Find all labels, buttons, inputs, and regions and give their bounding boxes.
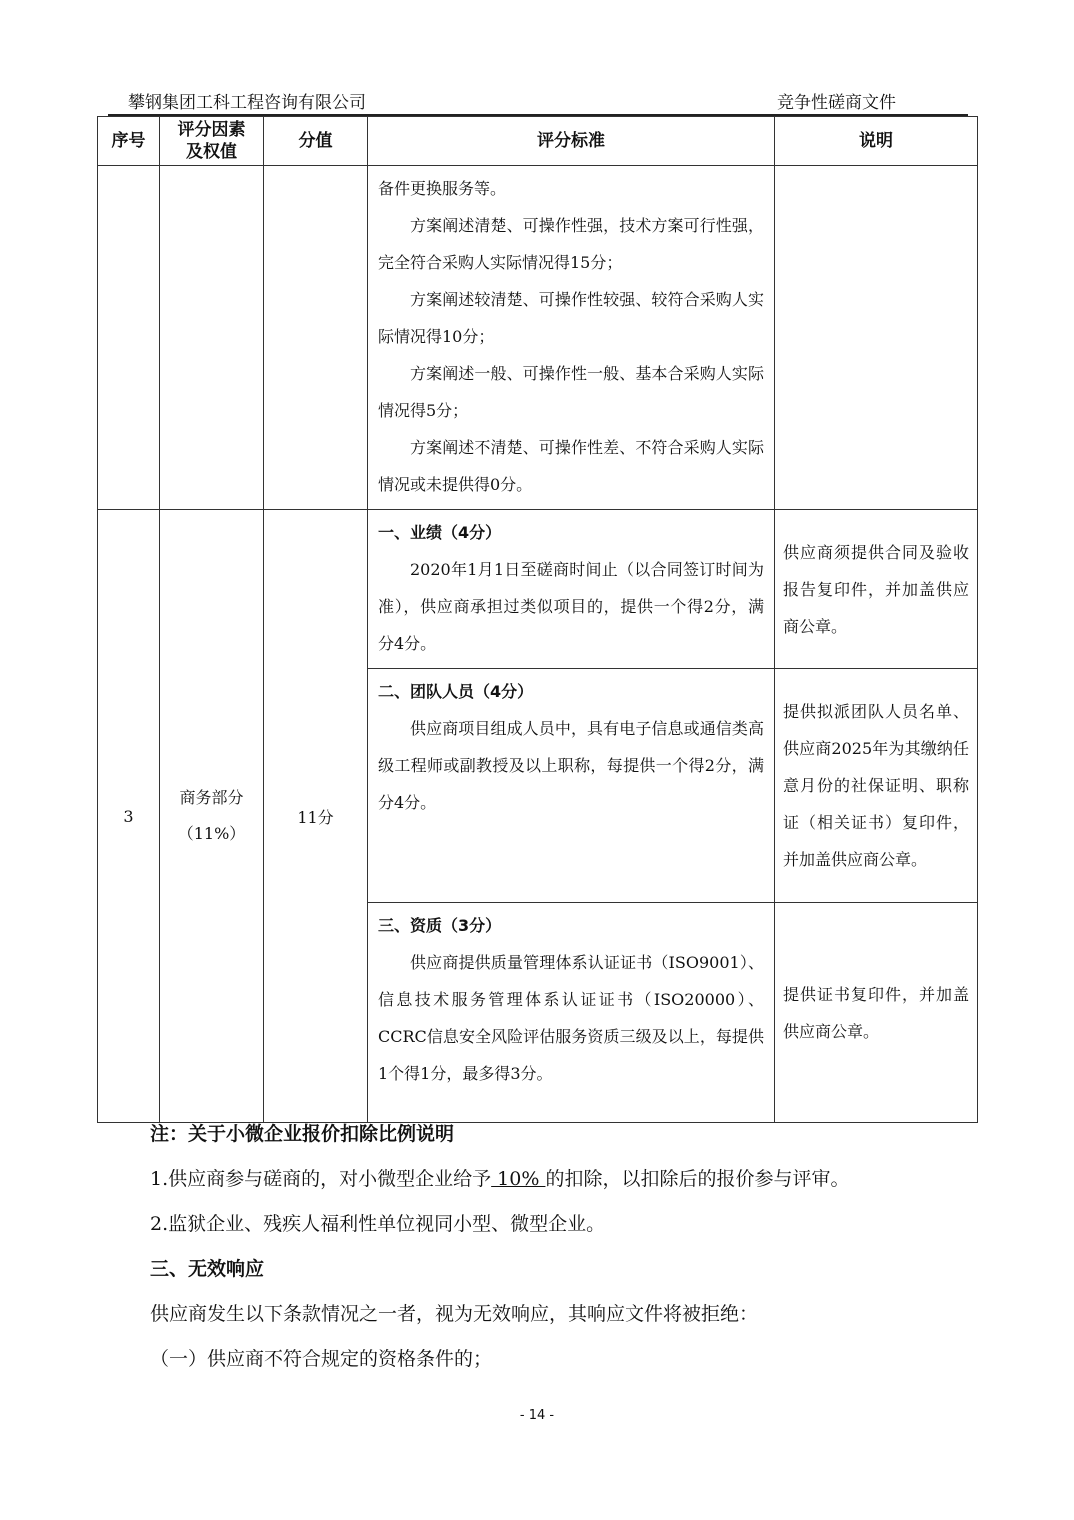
performance-text: 2020年1月1日至磋商时间止（以合同签订时间为准），供应商承担过类似项目的，提供一个得2分，满分4分。 — [378, 560, 764, 653]
notes-item-2: 2.监狱企业、残疾人福利性单位视同小型、微型企业。 — [150, 1213, 606, 1235]
qualification-text: 供应商提供质量管理体系认证证书（ISO9001）、信息技术服务管理体系认证证书（ISO20000）、CCRC信息安全风险评估服务资质三级及以上，每提供1个得1分，最多得3分。 — [378, 953, 764, 1083]
notes-heading: 注：关于小微企业报价扣除比例说明 — [150, 1123, 455, 1145]
table-row-business-1 — [98, 510, 978, 669]
col-factor-line2: 及权值 — [186, 142, 237, 162]
cont-factor-cell — [160, 166, 264, 510]
col-factor — [160, 117, 264, 166]
team-criteria-cell — [368, 669, 775, 903]
cont-criterion-1: 方案阐述清楚、可操作性强，技术方案可行性强，完全符合采购人实际情况得15分； — [378, 216, 764, 272]
performance-criteria-cell — [368, 510, 775, 669]
notes-item-1-post: 的扣除，以扣除后的报价参与评审。 — [545, 1168, 850, 1190]
cont-criteria-cell — [368, 166, 775, 510]
col-note: 说明 — [775, 117, 978, 166]
col-criteria: 评分标准 — [368, 117, 775, 166]
row3-factor — [160, 510, 264, 1123]
header-company: 攀钢集团工科工程咨询有限公司 — [128, 93, 366, 113]
row3-score: 11分 — [264, 510, 368, 1123]
col-seq: 序号 — [98, 117, 160, 166]
qualification-note: 提供证书复印件，并加盖供应商公章。 — [775, 903, 978, 1123]
page-number: - 14 - — [519, 1408, 555, 1423]
col-score: 分值 — [264, 117, 368, 166]
notes-item-1-rate: 10% — [491, 1168, 546, 1190]
team-note: 提供拟派团队人员名单、供应商2025年为其缴纳任意月份的社保证明、职称证（相关证书）复印件，并加盖供应商公章。 — [775, 669, 978, 903]
performance-title: 一、业绩（4分） — [378, 523, 502, 542]
team-title: 二、团队人员（4分） — [378, 682, 534, 701]
section-heading: 三、无效响应 — [150, 1258, 265, 1280]
cont-criterion-4: 方案阐述不清楚、可操作性差、不符合采购人实际情况或未提供得0分。 — [378, 438, 764, 494]
notes-item-1-pre: 1.供应商参与磋商的，对小微型企业给予 — [150, 1168, 492, 1190]
table-header-row — [98, 117, 978, 166]
cont-criterion-3: 方案阐述一般、可操作性一般、基本合采购人实际情况得5分； — [378, 364, 764, 420]
team-text: 供应商项目组成人员中，具有电子信息或通信类高级工程师或副教授及以上职称，每提供一个得2分，满分4分。 — [378, 719, 764, 812]
cont-lead: 备件更换服务等。 — [378, 179, 507, 198]
header-doc-type: 竞争性磋商文件 — [777, 93, 896, 113]
section-item-1: （一）供应商不符合规定的资格条件的； — [150, 1348, 493, 1370]
cont-note-cell — [775, 166, 978, 510]
row3-seq: 3 — [98, 510, 160, 1123]
cont-criterion-2: 方案阐述较清楚、可操作性较强、较符合采购人实际情况得10分； — [378, 290, 764, 346]
cont-seq-cell — [98, 166, 160, 510]
scoring-table — [97, 116, 978, 1123]
qualification-title: 三、资质（3分） — [378, 916, 502, 935]
table-row-continued — [98, 166, 978, 510]
row3-factor-line2: （11%） — [177, 824, 246, 843]
col-factor-line1: 评分因素 — [177, 120, 246, 140]
notes-item-1 — [150, 1165, 940, 1193]
page-header — [108, 86, 968, 116]
qualification-criteria-cell — [368, 903, 775, 1123]
cont-score-cell — [264, 166, 368, 510]
row3-factor-line1: 商务部分 — [179, 788, 244, 807]
performance-note: 供应商须提供合同及验收报告复印件，并加盖供应商公章。 — [775, 510, 978, 669]
section-intro: 供应商发生以下条款情况之一者，视为无效响应，其响应文件将被拒绝： — [150, 1303, 759, 1325]
